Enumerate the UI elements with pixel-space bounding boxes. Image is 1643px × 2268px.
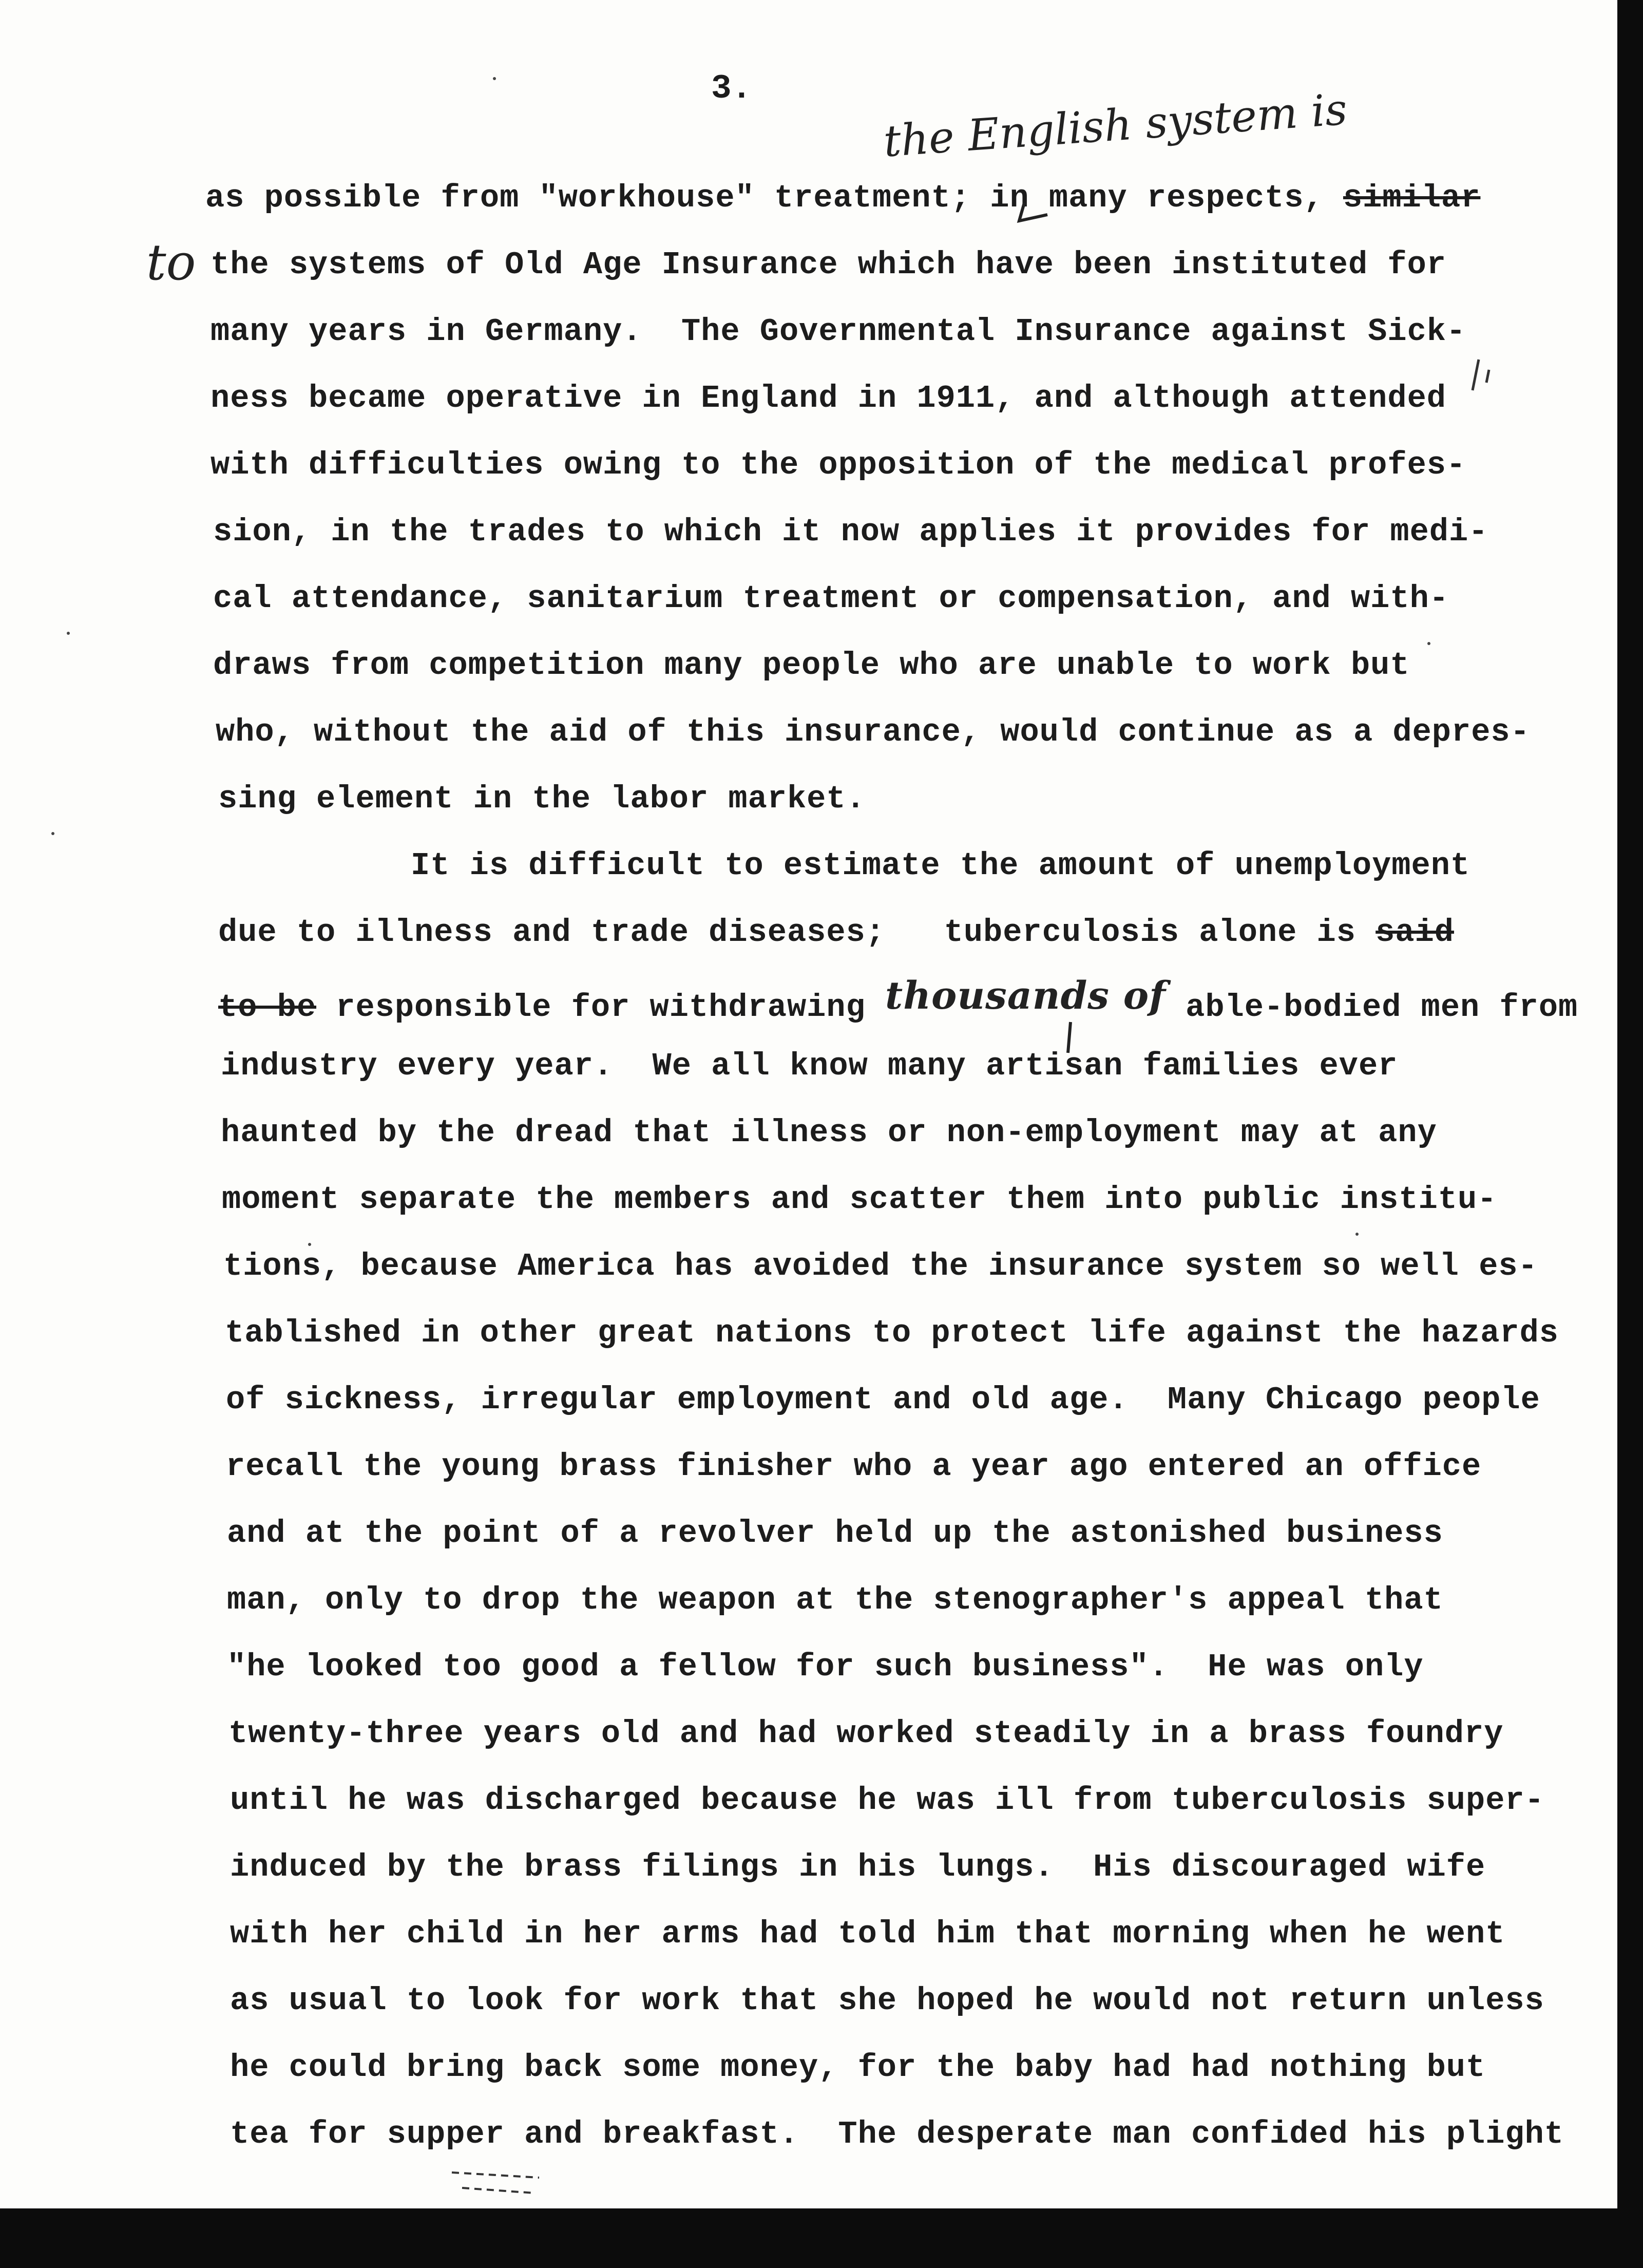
text-line: until he was discharged because he was ill from tuberculosis super- [230, 1782, 1544, 1819]
text-line: many years in Germany. The Governmental Insurance against Sick- [211, 313, 1466, 350]
struck-word: similar [1343, 180, 1481, 216]
text-line: tea for supper and breakfast. The desperate man confided his plight [230, 2116, 1564, 2152]
handwritten-insertion: the English system is [882, 84, 1349, 167]
text-line: and at the point of a revolver held up the astonished business [227, 1515, 1443, 1552]
bottom-scribble [452, 2172, 539, 2193]
text-line: moment separate the members and scatter them into public institu- [222, 1181, 1497, 1218]
insertion-caret [1068, 1022, 1071, 1053]
text-line: recall the young brass finisher who a year ago entered an office [226, 1448, 1482, 1485]
text-line: tablished in other great nations to protect life against the hazards [225, 1315, 1559, 1351]
text-line: as usual to look for work that she hoped he would not return unless [230, 1982, 1544, 2019]
scan-speck [1427, 642, 1430, 645]
struck-word: said [1375, 914, 1454, 951]
text-line: It is difficult to estimate the amount of unemployment [411, 847, 1470, 884]
text-line: twenty-three years old and had worked steadily in a brass foundry [228, 1715, 1504, 1752]
scan-speck [493, 77, 496, 80]
text-line: man, only to drop the weapon at the stenographer's appeal that [227, 1582, 1443, 1618]
text-line: induced by the brass filings in his lungs. His discouraged wife [230, 1849, 1486, 1885]
handwritten-insertion: thousands of [885, 974, 1166, 1018]
text-line: to be responsible for withdrawing thousands of able-bodied men from [218, 974, 1578, 1026]
insertion-caret [1019, 203, 1047, 221]
scan-speck [67, 632, 70, 635]
text-line: with her child in her arms had told him that morning when he went [230, 1916, 1505, 1952]
scan-border-bottom [0, 2208, 1643, 2268]
insertion-caret-text: in many respects, [990, 180, 1343, 216]
text-line: he could bring back some money, for the baby had had nothing but [230, 2049, 1486, 2086]
scan-speck [308, 1243, 311, 1246]
text-line: draws from competition many people who are unable to work but [213, 647, 1410, 684]
text-line: industry every year. We all know many artisan families ever [221, 1048, 1398, 1084]
text-line: cal attendance, sanitarium treatment or compensation, and with- [213, 580, 1449, 617]
text-line: "he looked too good a fellow for such business". He was only [227, 1649, 1424, 1685]
text-line: who, without the aid of this insurance, would continue as a depres- [216, 714, 1530, 750]
struck-word: to be [218, 989, 317, 1026]
text-line: due to illness and trade diseases; tuberculosis alone is said [218, 914, 1454, 951]
text-line: the systems of Old Age Insurance which have been instituted for [211, 247, 1446, 283]
scan-speck [1355, 1233, 1359, 1236]
page-number: 3. [711, 69, 752, 108]
text-line: with difficulties owing to the opposition of the medical profes- [211, 447, 1466, 483]
margin-mark [1473, 360, 1489, 390]
scan-border-right [1617, 0, 1643, 2268]
text-line: of sickness, irregular employment and old age. Many Chicago people [226, 1382, 1540, 1418]
text-line: sion, in the trades to which it now applies it provides for medi- [213, 514, 1488, 550]
handwritten-to: to [146, 234, 196, 291]
text-line: as possible from "workhouse" treatment; in many respects, similar [205, 180, 1481, 216]
text-line: haunted by the dread that illness or non-employment may at any [221, 1114, 1437, 1151]
text-line: tions, because America has avoided the insurance system so well es- [223, 1248, 1538, 1284]
text-line: ness became operative in England in 1911, and although attended [211, 380, 1446, 417]
text-line: sing element in the labor market. [218, 781, 866, 817]
scan-speck [51, 832, 54, 835]
